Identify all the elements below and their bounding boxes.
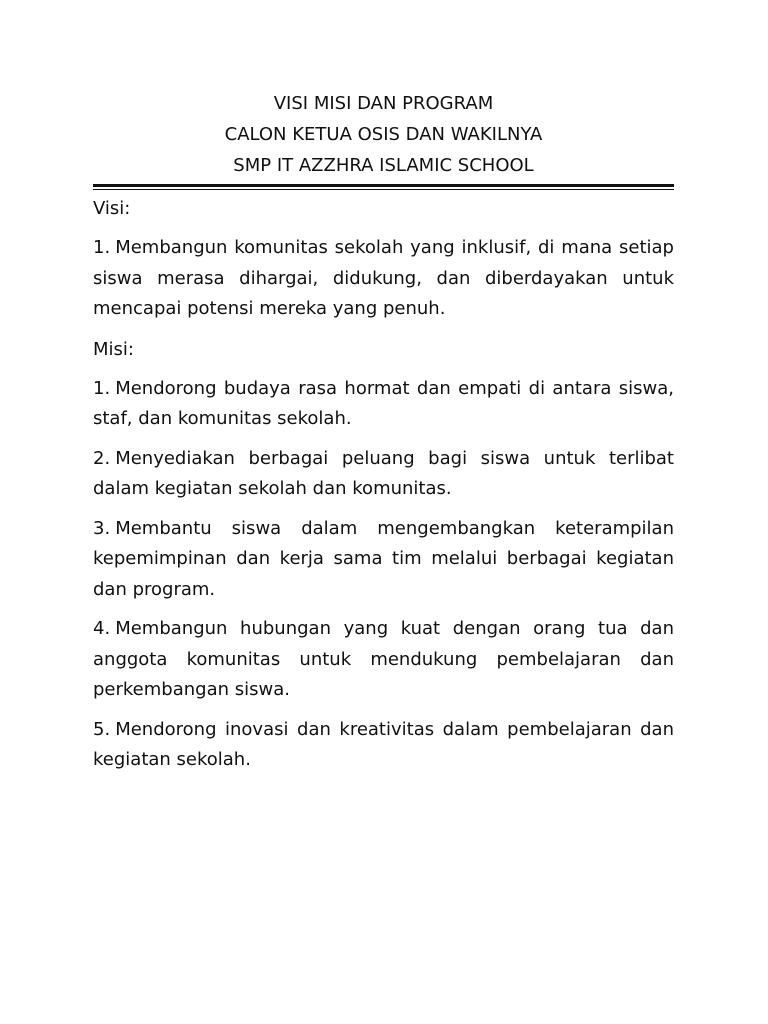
misi-label: Misi: <box>93 338 134 360</box>
misi-item-number: 2. <box>93 447 111 469</box>
visi-item <box>93 233 674 325</box>
misi-item <box>93 374 674 435</box>
visi-label: Visi: <box>93 198 131 219</box>
misi-item-text: Membantu siswa dalam mengembangkan keterampilan kepemimpinan dan kerja sama tim melalui berbagai kegiatan dan program. <box>93 517 674 600</box>
misi-item <box>93 514 674 606</box>
misi-item-text: Mendorong budaya rasa hormat dan empati di antara siswa, staf, dan komunitas sekolah. <box>93 377 674 429</box>
document-page <box>93 88 674 776</box>
document-header <box>93 88 674 181</box>
misi-item-text: Membangun hubungan yang kuat dengan orang tua dan anggota komunitas untuk mendukung pembelajaran dan perkembangan siswa. <box>93 618 674 700</box>
visi-item-number: 1. <box>93 237 111 258</box>
misi-item <box>93 614 674 706</box>
header-title: VISI MISI DAN PROGRAM <box>273 93 494 114</box>
misi-item-number: 3. <box>93 517 111 539</box>
misi-item-number: 1. <box>93 377 111 399</box>
header-divider <box>93 184 674 190</box>
header-school-name: SMP IT AZZHRA ISLAMIC SCHOOL <box>233 155 534 176</box>
misi-item-number: 5. <box>93 718 111 740</box>
misi-item <box>93 444 674 505</box>
visi-item-text: Membangun komunitas sekolah yang inklusif, di mana setiap siswa merasa dihargai, didukung, dan diberdayakan untuk mencapai potensi mereka yang penuh. <box>93 237 674 319</box>
misi-item <box>93 715 674 776</box>
misi-item-text: Menyediakan berbagai peluang bagi siswa untuk terlibat dalam kegiatan sekolah dan komunitas. <box>93 447 674 499</box>
misi-item-text: Mendorong inovasi dan kreativitas dalam pembelajaran dan kegiatan sekolah. <box>93 718 674 770</box>
misi-item-number: 4. <box>93 618 111 639</box>
header-subtitle: CALON KETUA OSIS DAN WAKILNYA <box>224 124 543 145</box>
